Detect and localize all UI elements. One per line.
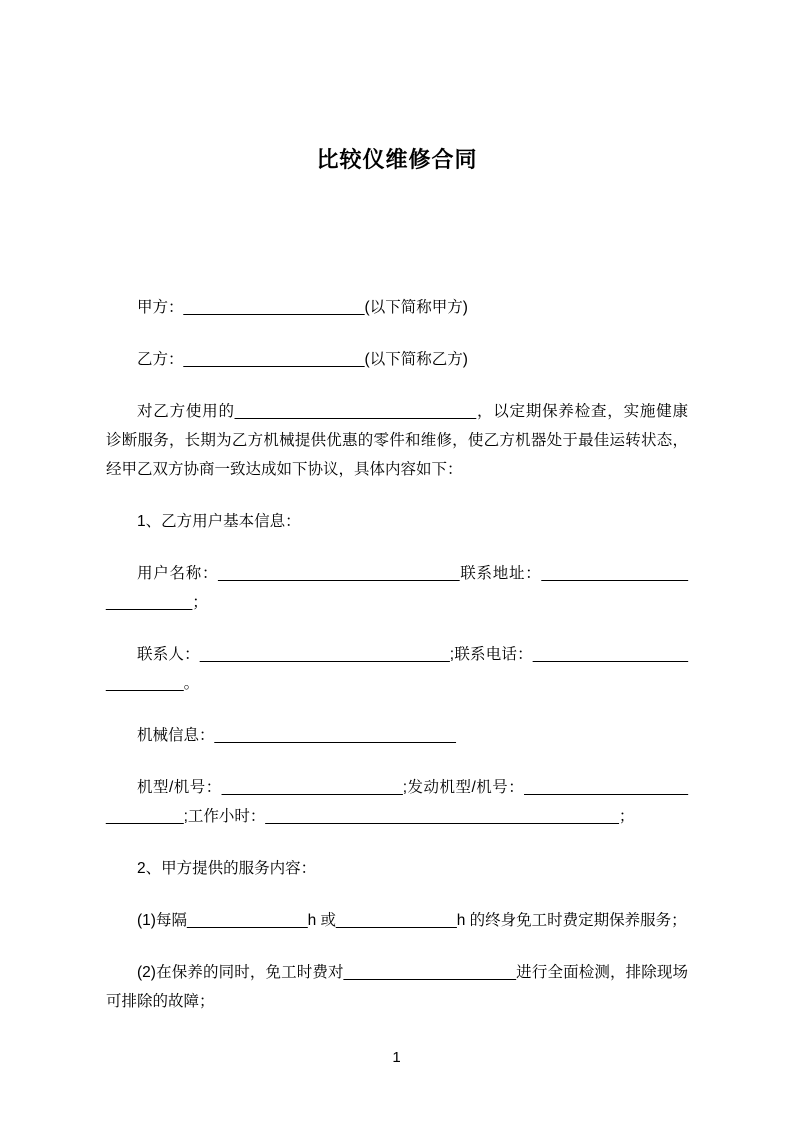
service-item-2: (2)在保养的同时，免工时费对____________________进行全面检测，排除现场可排除的故障； [106, 964, 688, 1010]
section2-heading: 2、甲方提供的服务内容： [137, 860, 317, 877]
machine-info-line: 机械信息：____________________________ [137, 727, 456, 744]
party-b-line: 乙方：_____________________(以下简称乙方) [137, 351, 468, 368]
service-item-1: (1)每隔______________h 或______________h 的终身免工时费定期保养服务； [137, 912, 687, 929]
model-line: 机型/机号：_____________________;发动机型/机号：____________________________;工作小时：_________________________________________； [106, 779, 688, 825]
section1-heading: 1、乙方用户基本信息： [137, 513, 301, 530]
page-number: 1 [392, 1049, 401, 1066]
intro-paragraph: 对乙方使用的____________________________，以定期保养检查，实施健康诊断服务，长期为乙方机械提供优惠的零件和维修，使乙方机器处于最佳运转状态，经甲乙双方协商一致达成如下协议，具体内容如下： [106, 403, 688, 478]
contact-line: 联系人：_____________________________;联系电话：___________________________。 [106, 646, 688, 692]
party-a-line: 甲方：_____________________(以下简称甲方) [137, 299, 468, 316]
user-info-line: 用户名称：____________________________联系地址：___________________________； [106, 565, 688, 611]
document-title: 比较仪维修合同 [316, 147, 478, 172]
